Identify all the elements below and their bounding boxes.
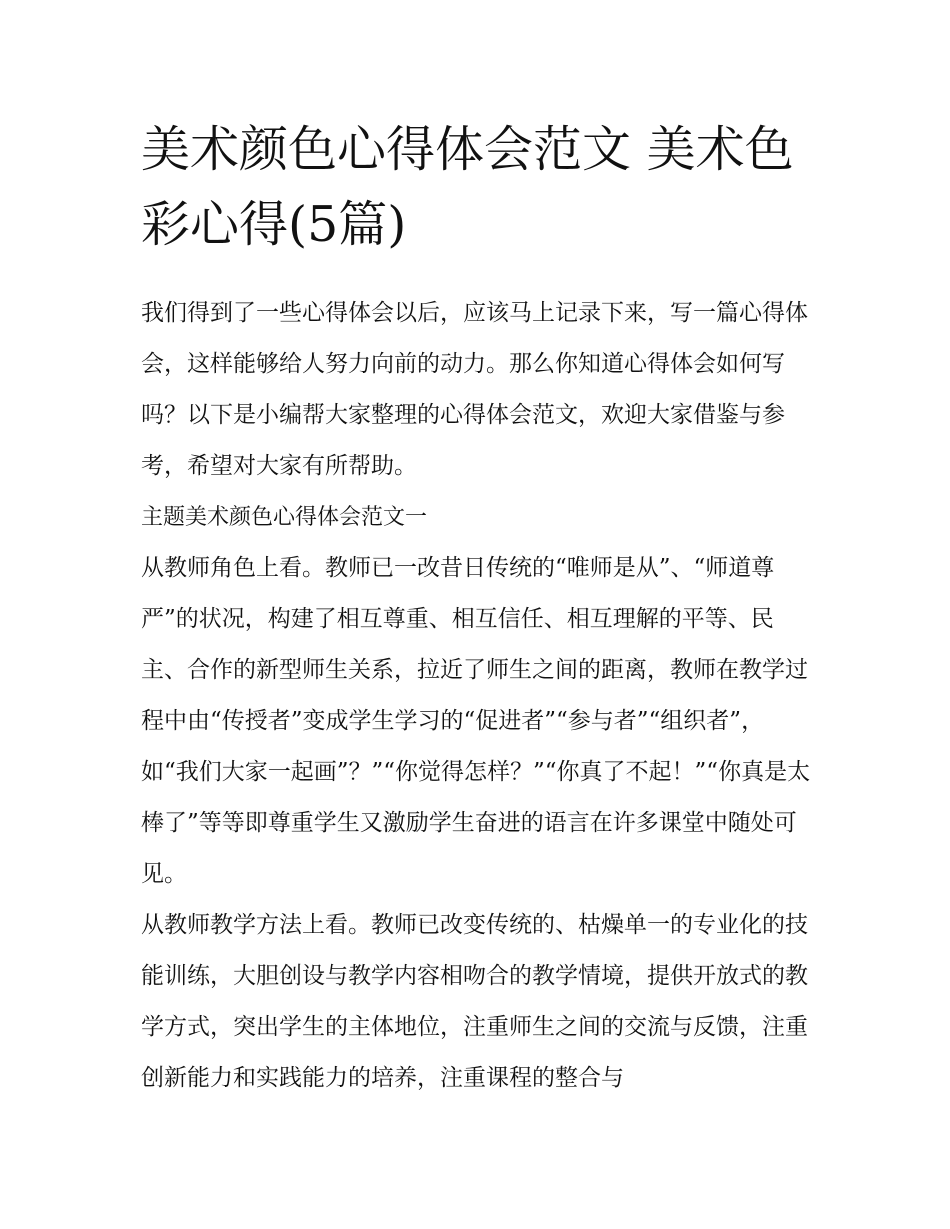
document-body [141,288,816,1104]
body-paragraph-1: 从教师角色上看。教师已一改昔日传统的“唯师是从”、“师道尊严”的状况，构建了相互尊重、相互信任、相互理解的平等、民主、合作的新型师生关系，拉近了师生之间的距离，教师在教学过程中由“传授者”变成学生学习的“促进者”“参与者”“组织者”，如“我们大家一起画”？”“你觉得怎样？”“你真了不起！”“你真是太棒了”等等即尊重学生又激励学生奋进的语言在许多课堂中随处可见。 [141,555,811,887]
document-title: 美术颜色心得体会范文 美术色彩心得(5篇) [141,121,794,253]
section-heading: 主题美术颜色心得体会范文一 [141,505,428,530]
document-content [141,112,816,1104]
intro-paragraph: 我们得到了一些心得体会以后，应该马上记录下来，写一篇心得体会，这样能够给人努力向前的动力。那么你知道心得体会如何写吗？以下是小编帮大家整理的心得体会范文，欢迎大家借鉴与参考，希望对大家有所帮助。 [141,300,808,479]
body-paragraph-2: 从教师教学方法上看。教师已改变传统的、枯燥单一的专业化的技能训练，大胆创设与教学内容相吻合的教学情境，提供开放式的教学方式，突出学生的主体地位，注重师生之间的交流与反馈，注重创新能力和实践能力的培养，注重课程的整合与 [141,912,808,1091]
